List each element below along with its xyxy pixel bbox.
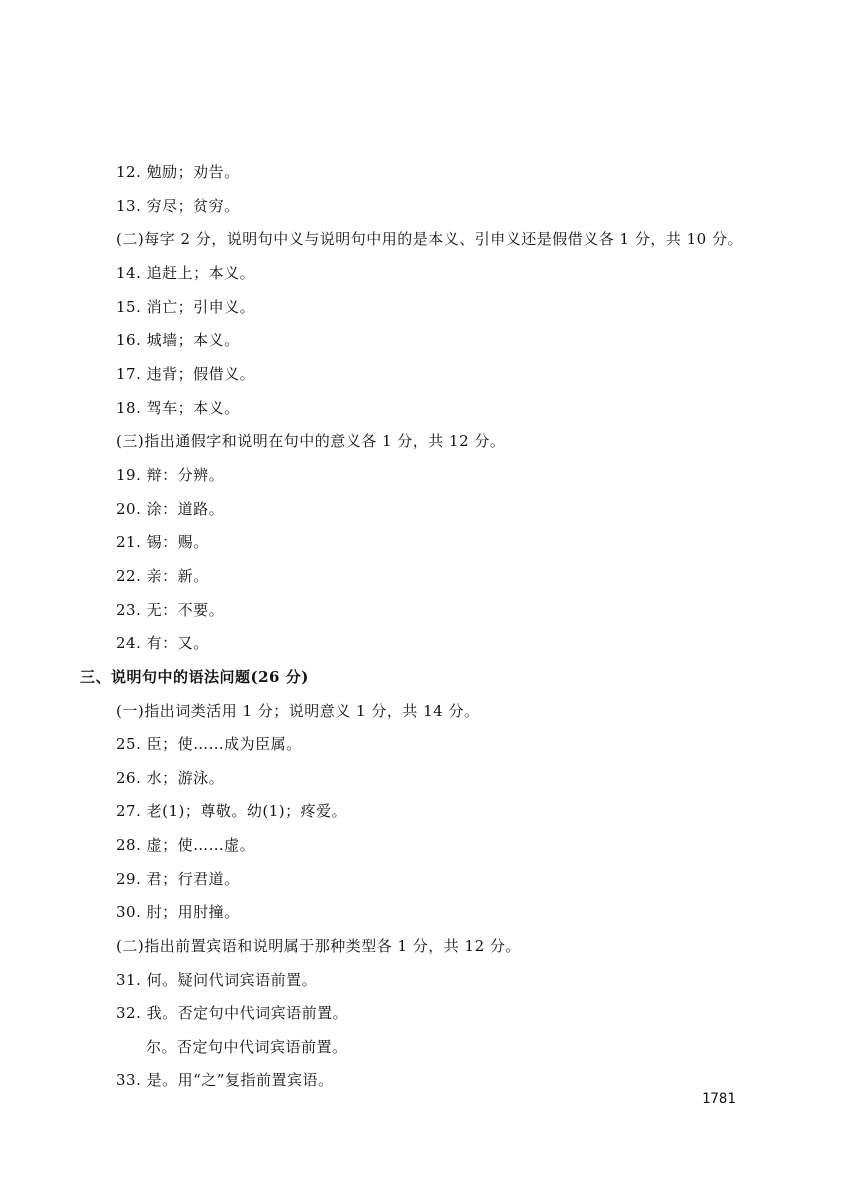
answer-line-21: 21. 锡：赐。 [116,533,209,551]
answer-line-12: 12. 勉励；劝告。 [116,163,240,181]
section-heading-3: 三、说明句中的语法问题(26 分) [80,668,309,686]
answer-line-28: 28. 虚；使……虚。 [116,836,256,854]
answer-line-25: 25. 臣；使……成为臣属。 [116,735,302,753]
section-heading-3-1: (一)指出词类活用 1 分；说明意义 1 分，共 14 分。 [116,702,480,720]
answer-line-29: 29. 君；行君道。 [116,870,240,888]
answer-line-27: 27. 老(1)；尊敬。幼(1)；疼爱。 [116,802,348,820]
answer-line-23: 23. 无：不要。 [116,601,225,619]
answer-line-32-continued: 尔。否定句中代词宾语前置。 [146,1038,348,1056]
answer-line-33: 33. 是。用“之”复指前置宾语。 [116,1071,334,1089]
section-heading-3-2: (二)指出前置宾语和说明属于那种类型各 1 分，共 12 分。 [116,937,521,955]
page-number: 1781 [702,1091,736,1107]
answer-line-17: 17. 违背；假借义。 [116,365,256,383]
answer-line-18: 18. 驾车；本义。 [116,399,240,417]
section-heading-2-2: (二)每字 2 分，说明句中义与说明句中用的是本义、引申义还是假借义各 1 分，共 10 分。 [116,230,743,248]
section-heading-2-3: (三)指出通假字和说明在句中的意义各 1 分，共 12 分。 [116,432,506,450]
answer-line-24: 24. 有：又。 [116,634,209,652]
answer-line-20: 20. 涂：道路。 [116,500,225,518]
answer-line-13: 13. 穷尽；贫穷。 [116,197,240,215]
answer-line-22: 22. 亲：新。 [116,567,209,585]
answer-line-32: 32. 我。否定句中代词宾语前置。 [116,1004,349,1022]
answer-line-14: 14. 追赶上；本义。 [116,264,256,282]
answer-line-26: 26. 水；游泳。 [116,769,225,787]
answer-line-19: 19. 辩：分辨。 [116,466,225,484]
answer-line-16: 16. 城墙；本义。 [116,331,240,349]
answer-line-30: 30. 肘；用肘撞。 [116,903,240,921]
answer-line-15: 15. 消亡；引申义。 [116,298,256,316]
answer-line-31: 31. 何。疑问代词宾语前置。 [116,971,318,989]
